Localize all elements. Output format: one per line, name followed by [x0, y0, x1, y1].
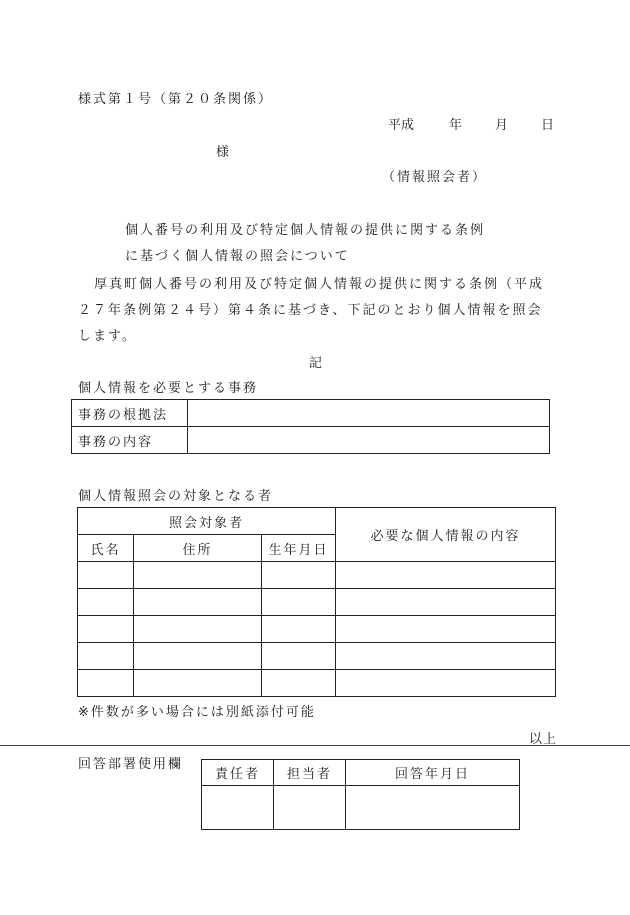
subject-table [77, 507, 556, 697]
form-number: 様式第１号（第２０条関係） [78, 92, 274, 107]
info-content-cell[interactable] [336, 589, 556, 616]
body-line-3: します。 [78, 329, 137, 344]
ki-label: 記 [309, 356, 323, 371]
task-content-value[interactable] [188, 427, 550, 454]
task-row [72, 400, 550, 427]
staff-header: 担当者 [274, 760, 346, 786]
document-title-line1: 個人番号の利用及び特定個人情報の提供に関する条例 [125, 223, 486, 238]
info-content-cell[interactable] [336, 670, 556, 697]
name-header: 氏名 [78, 535, 134, 562]
date-month: 月 [495, 118, 509, 133]
table-row [78, 562, 556, 589]
address-cell[interactable] [134, 616, 262, 643]
closing-label: 以上 [529, 732, 558, 747]
section2-heading: 個人情報照会の対象となる者 [78, 489, 274, 504]
table-row [78, 670, 556, 697]
date-day: 日 [541, 118, 555, 133]
reply-header-row [202, 760, 520, 786]
table-row [78, 589, 556, 616]
task-basis-value[interactable] [188, 400, 550, 427]
birthdate-cell[interactable] [262, 616, 336, 643]
info-content-cell[interactable] [336, 643, 556, 670]
name-cell[interactable] [78, 589, 134, 616]
reply-date-header: 回答年月日 [346, 760, 520, 786]
address-cell[interactable] [134, 670, 262, 697]
address-cell[interactable] [134, 562, 262, 589]
info-content-cell[interactable] [336, 616, 556, 643]
birthdate-header: 生年月日 [262, 535, 336, 562]
table-row [78, 643, 556, 670]
birthdate-cell[interactable] [262, 670, 336, 697]
info-content-cell[interactable] [336, 562, 556, 589]
task-basis-label: 事務の根拠法 [72, 400, 188, 427]
name-cell[interactable] [78, 643, 134, 670]
birthdate-cell[interactable] [262, 562, 336, 589]
table-row [78, 616, 556, 643]
reply-row [202, 786, 520, 830]
section1-heading: 個人情報を必要とする事務 [78, 381, 259, 396]
task-row [72, 427, 550, 454]
reply-table [201, 759, 520, 830]
name-cell[interactable] [78, 670, 134, 697]
document-title-line2: に基づく個人情報の照会について [125, 249, 350, 264]
date-era: 平成 [388, 118, 415, 133]
responsible-cell[interactable] [202, 786, 274, 830]
reply-section-label: 回答部署使用欄 [78, 757, 184, 772]
subject-group-header: 照会対象者 [78, 508, 336, 535]
body-line-2: ２７年条例第２４号）第４条に基づき、下記のとおり個人情報を照会 [78, 303, 543, 318]
address-cell[interactable] [134, 589, 262, 616]
task-content-label: 事務の内容 [72, 427, 188, 454]
task-table [71, 399, 550, 454]
address-header: 住所 [134, 535, 262, 562]
info-content-header: 必要な個人情報の内容 [336, 508, 556, 562]
birthdate-cell[interactable] [262, 643, 336, 670]
body-line-1: 厚真町個人番号の利用及び特定個人情報の提供に関する条例（平成 [94, 277, 545, 292]
requester-label: （情報照会者） [382, 170, 488, 185]
divider-line [0, 745, 630, 746]
name-cell[interactable] [78, 616, 134, 643]
date-year: 年 [449, 118, 463, 133]
addressee-suffix: 様 [216, 145, 230, 160]
staff-cell[interactable] [274, 786, 346, 830]
attachment-note: ※件数が多い場合には別紙添付可能 [78, 705, 316, 720]
name-cell[interactable] [78, 562, 134, 589]
subject-header-row [78, 508, 556, 535]
address-cell[interactable] [134, 643, 262, 670]
birthdate-cell[interactable] [262, 589, 336, 616]
reply-date-cell[interactable] [346, 786, 520, 830]
responsible-header: 責任者 [202, 760, 274, 786]
